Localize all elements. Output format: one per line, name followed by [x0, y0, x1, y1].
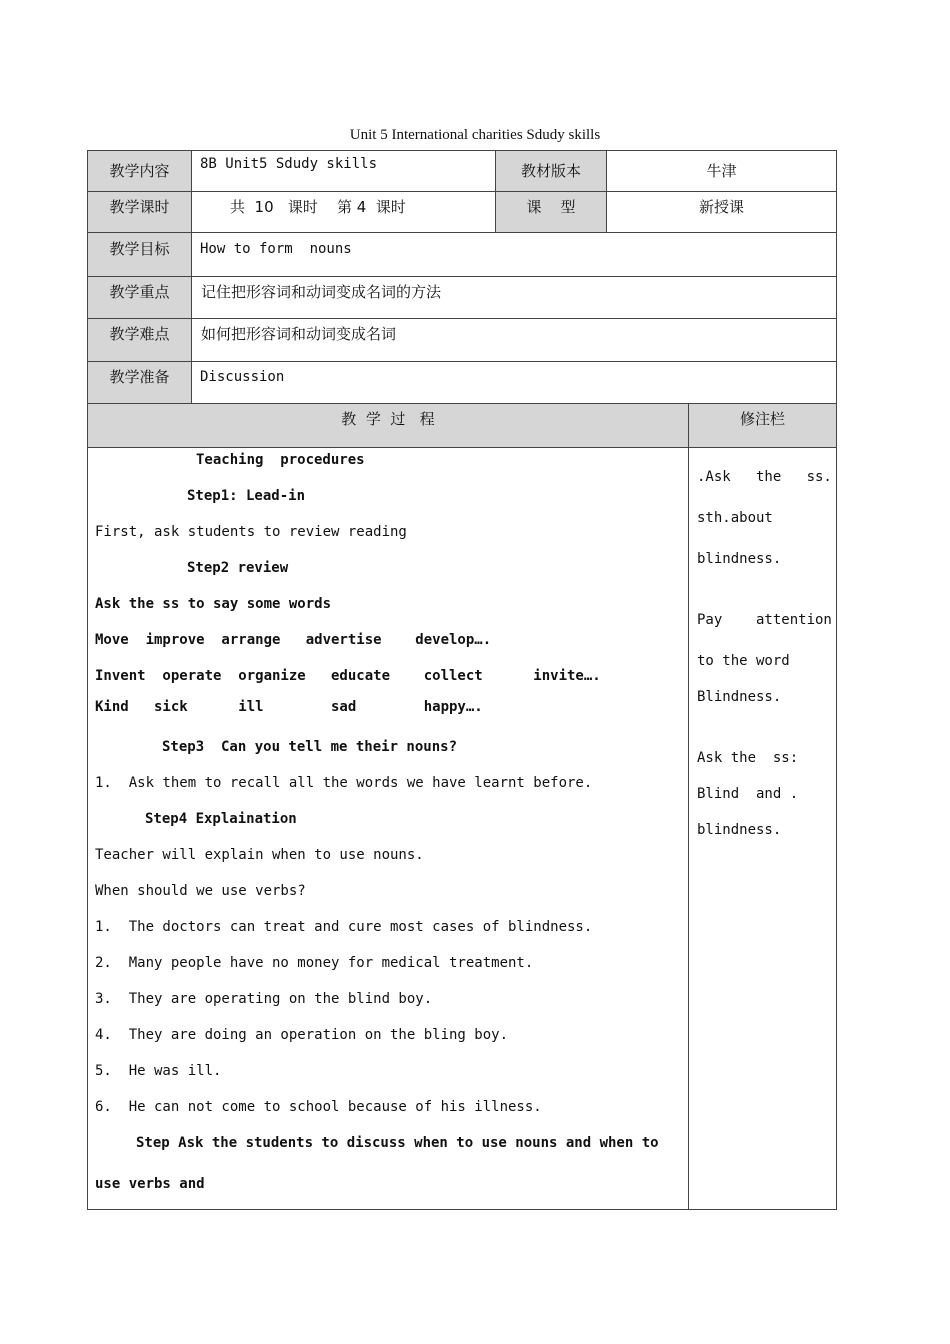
step1-heading: Step1: Lead-in [187, 488, 306, 504]
discussion-step: Step Ask the students to discuss when to use nouns and when to [136, 1135, 659, 1151]
type-value: 新授课 [606, 191, 837, 233]
edition-value: 牛津 [606, 150, 837, 192]
step4-heading: Step4 Explaination [145, 811, 297, 827]
example-sentence: 4. They are doing an operation on the bling boy. [95, 1027, 509, 1043]
procedure-line: 1. Ask them to recall all the words we have learnt before. [95, 775, 593, 791]
note-line: Blindness. [697, 689, 782, 705]
step3-heading: Step3 Can you tell me their nouns? [162, 739, 458, 755]
prep-label: 教学准备 [87, 361, 192, 404]
difficulty-value: 如何把形容词和动词变成名词 [191, 318, 837, 362]
edition-label: 教材版本 [495, 150, 607, 192]
note-line: Blind and . [697, 786, 799, 802]
key-label: 教学重点 [87, 276, 192, 319]
procedure-line: First, ask students to review reading [95, 524, 407, 540]
type-label: 课 型 [495, 191, 607, 233]
example-sentence: 3. They are operating on the blind boy. [95, 991, 433, 1007]
step2-heading: Step2 review [187, 560, 289, 576]
note-line: sth.about [697, 510, 773, 526]
procedure-line: Teacher will explain when to use nouns. [95, 847, 424, 863]
hours-value: 共 10 课时 第 4 课时 [191, 191, 496, 233]
procedure-line: Ask the ss to say some words [95, 596, 332, 612]
notes-header: 修注栏 [688, 403, 837, 448]
note-line: blindness. [697, 822, 782, 838]
note-line: .Ask the ss. [697, 469, 832, 485]
goal-value: How to form nouns [191, 232, 837, 277]
example-sentence: 2. Many people have no money for medical treatment. [95, 955, 534, 971]
difficulty-label: 教学难点 [87, 318, 192, 362]
hours-label: 教学课时 [87, 191, 192, 233]
document-title: Unit 5 International charities Sdudy skills [349, 127, 601, 143]
procedure-cell [87, 447, 689, 1210]
example-sentence: 1. The doctors can treat and cure most cases of blindness. [95, 919, 593, 935]
key-value: 记住把形容词和动词变成名词的方法 [191, 276, 837, 319]
content-label: 教学内容 [87, 150, 192, 192]
note-line: Ask the ss: [697, 750, 799, 766]
prep-value: Discussion [191, 361, 837, 404]
note-line: blindness. [697, 551, 782, 567]
procedure-line: When should we use verbs? [95, 883, 306, 899]
discussion-step-continued: use verbs and [95, 1176, 205, 1192]
process-header: 教 学 过 程 [87, 403, 689, 448]
procedure-heading: Teaching procedures [196, 452, 365, 468]
word-list-adjectives: Kind sick ill sad happy…. [95, 699, 483, 715]
example-sentence: 6. He can not come to school because of his illness. [95, 1099, 542, 1115]
note-line: Pay attention [697, 612, 832, 628]
content-value: 8B Unit5 Sdudy skills [191, 150, 496, 192]
word-list-verbs-1: Move improve arrange advertise develop…. [95, 632, 492, 648]
note-line: to the word [697, 653, 790, 669]
example-sentence: 5. He was ill. [95, 1063, 222, 1079]
goal-label: 教学目标 [87, 232, 192, 277]
word-list-verbs-2: Invent operate organize educate collect invite…. [95, 668, 601, 684]
